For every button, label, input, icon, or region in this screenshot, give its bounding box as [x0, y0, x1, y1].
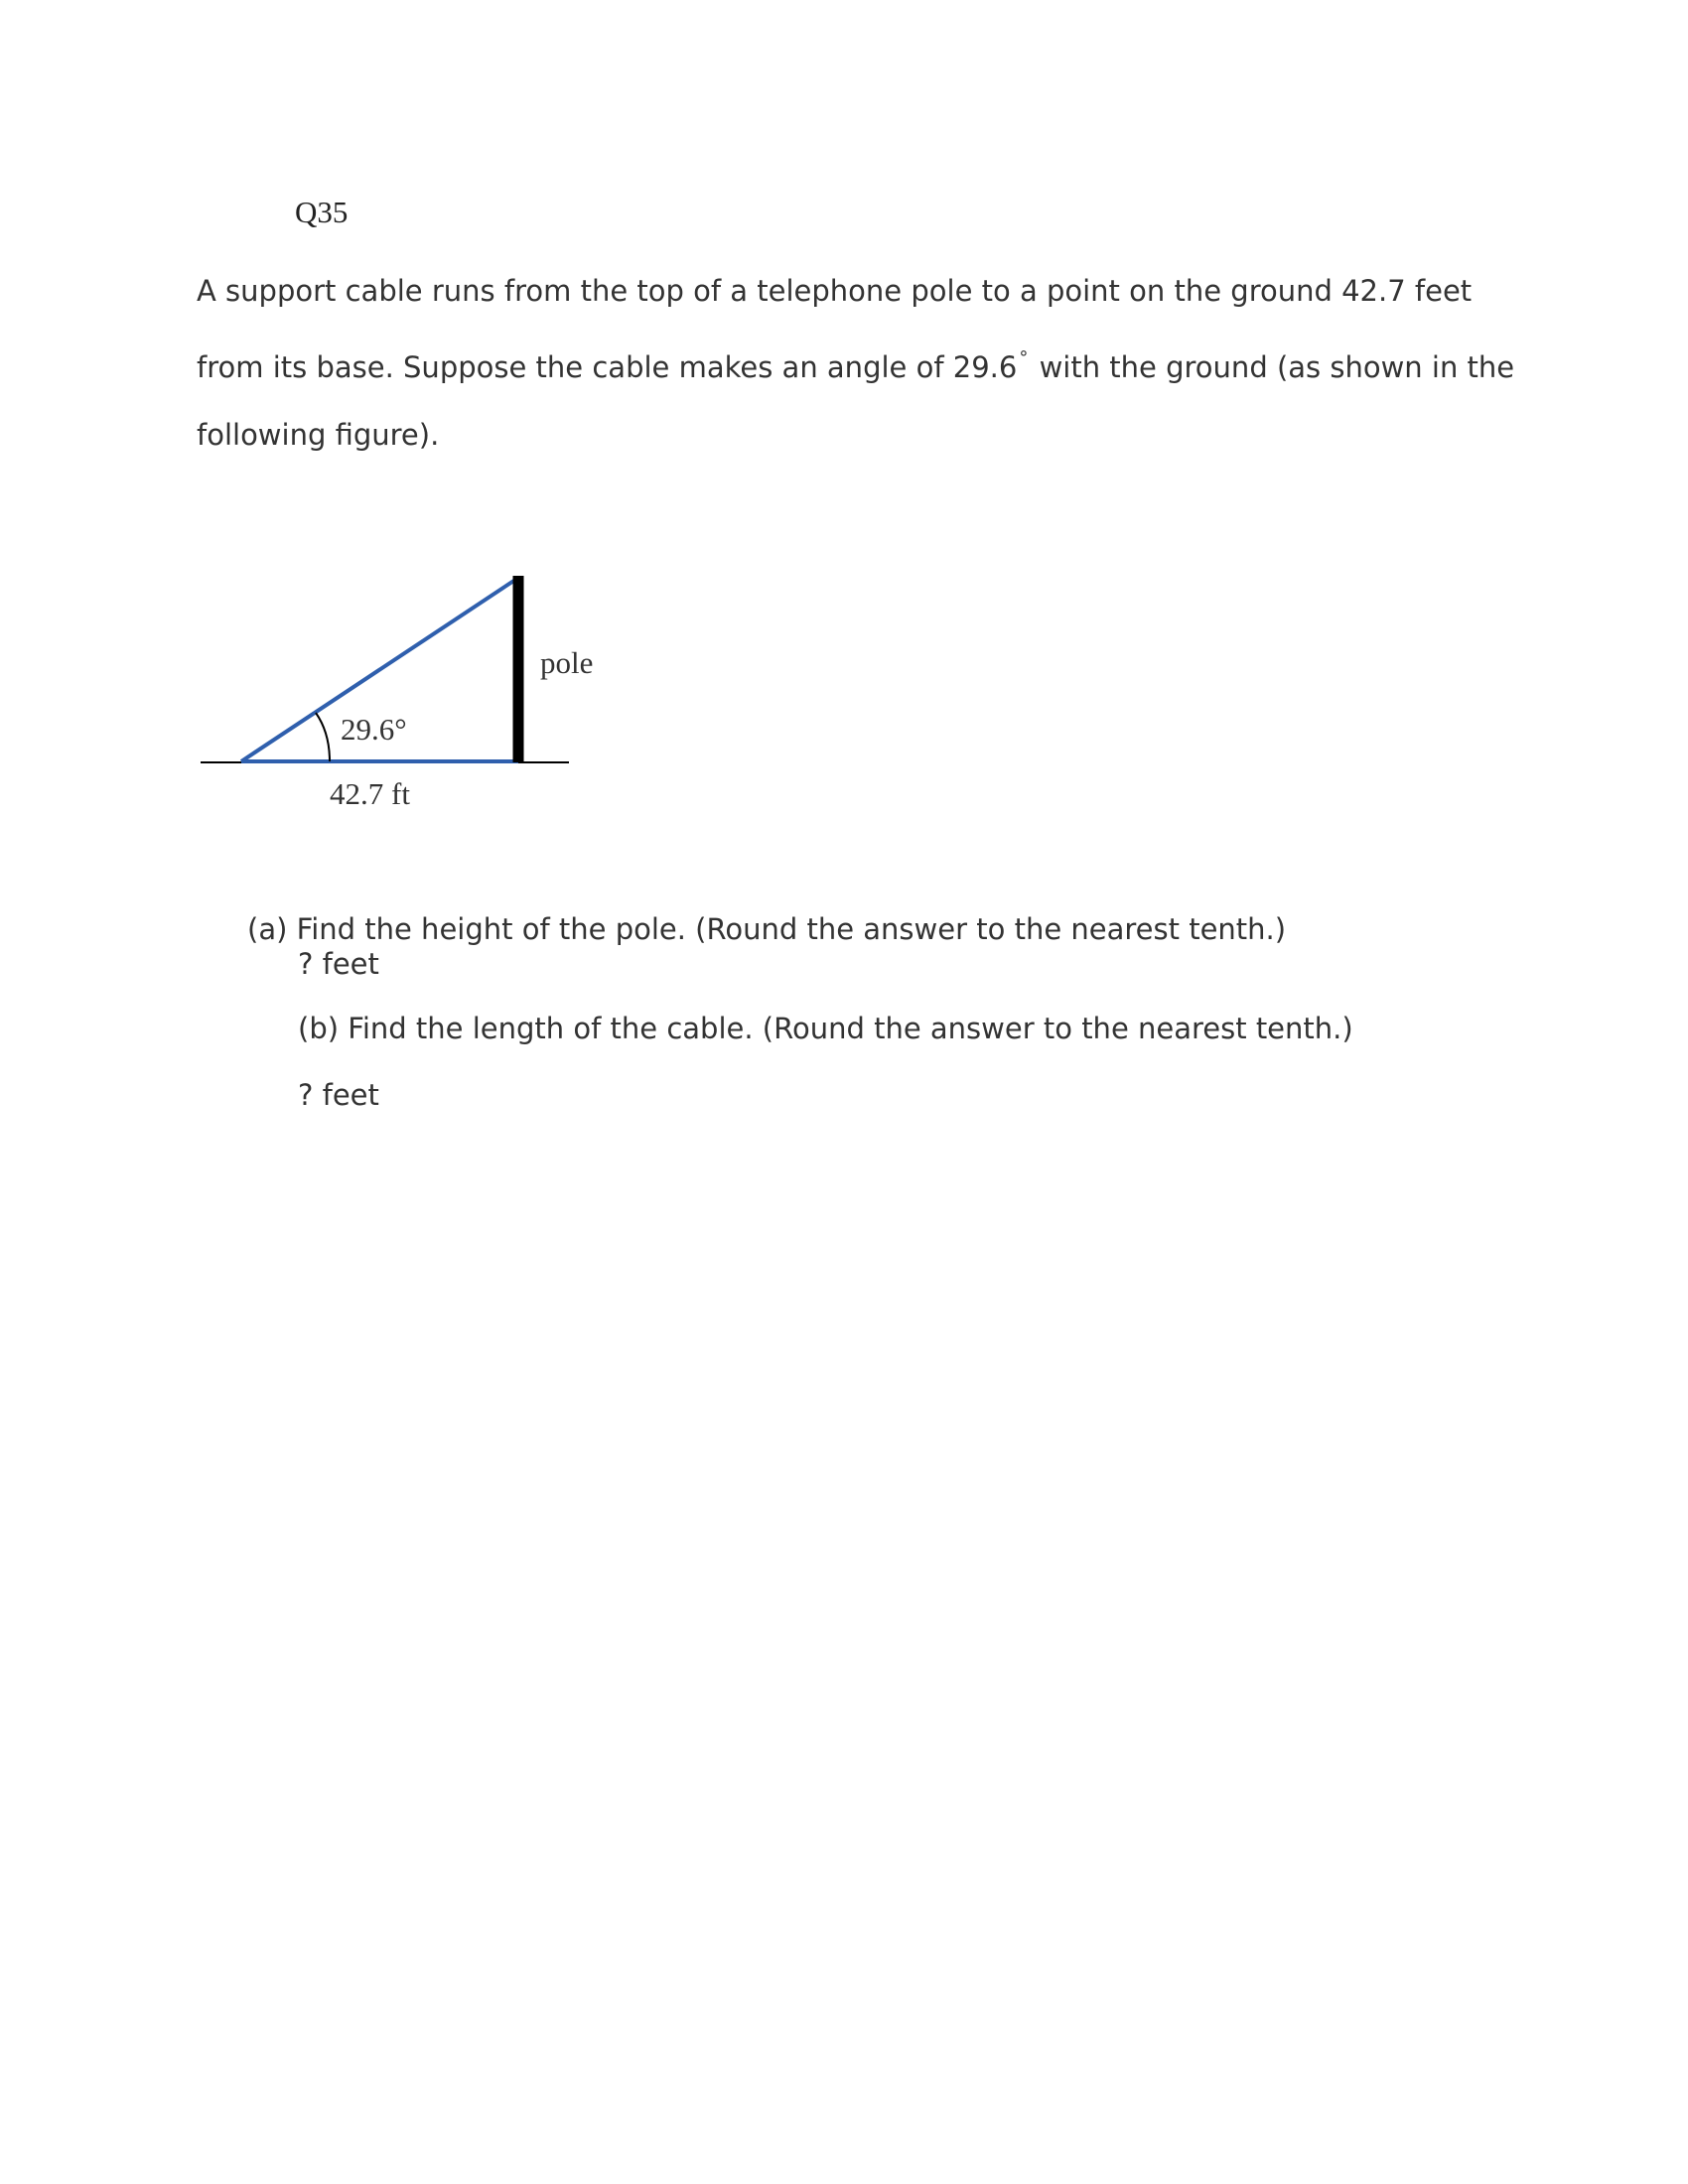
angle-arc [316, 713, 330, 761]
question-text-line-2a: from its base. Suppose the cable makes an angle of 29.6 [197, 350, 1018, 384]
question-text-line-1: A support cable runs from the top of a telephone pole to a point on the ground 42.7 feet [197, 274, 1473, 308]
part-b-prompt: (b) Find the length of the cable. (Round the answer to the nearest tenth.) [298, 1012, 1353, 1045]
part-b-answer: ? feet [298, 1078, 379, 1112]
question-text-line-3: following figure). [197, 418, 440, 452]
pole-label: pole [540, 645, 594, 680]
degree-superscript: ° [1019, 347, 1029, 368]
part-a-answer: ? feet [298, 947, 379, 981]
question-text-line-2 [197, 349, 1514, 382]
question-text-line-2b: with the ground (as shown in the [1039, 350, 1515, 384]
part-a-prompt: (a) Find the height of the pole. (Round the answer to the nearest tenth.) [247, 912, 1287, 946]
base-label: 42.7 ft [330, 776, 410, 811]
question-number: Q35 [295, 195, 349, 229]
triangle-figure [189, 566, 606, 824]
angle-label: 29.6° [341, 712, 407, 747]
